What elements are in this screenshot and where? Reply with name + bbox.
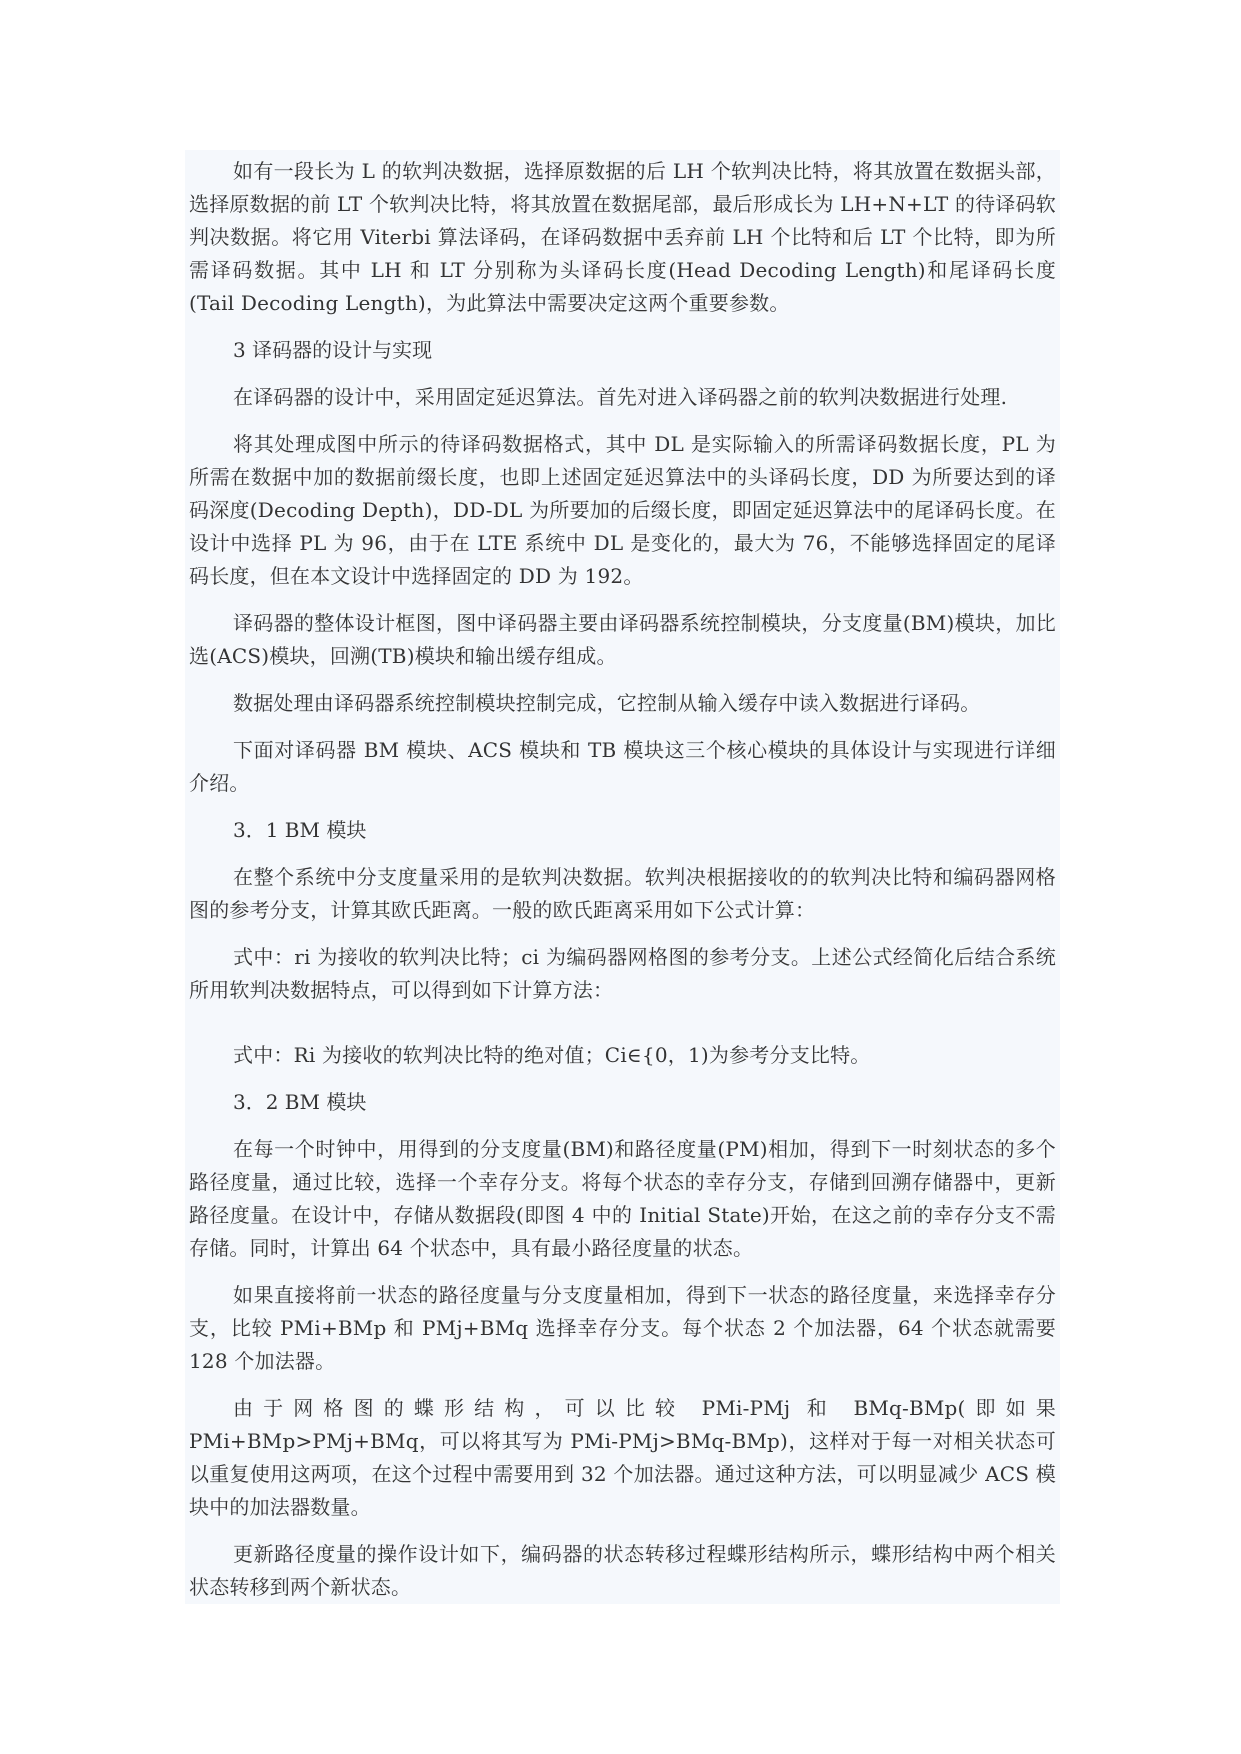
paragraph-butterfly-structure: 由于网格图的蝶形结构，可以比较 PMi-PMj 和 BMq-BMp(即如果 PMi+BMp>PMj+BMq，可以将其写为 PMi-PMj>BMq-BMp)，这样对于每一对相关状态可以重复使用这两项，在这个过程中需要用到 32 个加法器。通过这种方法，可以明显减少 ACS 模块中的加法器数量。	[189, 1396, 1056, 1519]
paragraph-core-modules: 下面对译码器 BM 模块、ACS 模块和 TB 模块这三个核心模块的具体设计与实现进行详细介绍。	[189, 738, 1056, 795]
paragraph-fixed-delay-algorithm: 如有一段长为 L 的软判决数据，选择原数据的后 LH 个软判决比特，将其放置在数据头部，选择原数据的前 LT 个软判决比特，将其放置在数据尾部，最后形成长为 LH+N+LT 的待译码软判决数据。将它用 Viterbi 算法译码，在译码数据中丢弃前 LH 个比特和后 LT 个比特，即为所需译码数据。其中 LH 和 LT 分别称为头译码长度(Head Decoding Length)和尾译码长度(Tail Decoding Length)，为此算法中需要决定这两个重要参数。	[189, 159, 1056, 315]
section-heading-bm-module-2: 3．2 BM 模块	[233, 1090, 367, 1114]
paragraph-acs-process: 在每一个时钟中，用得到的分支度量(BM)和路径度量(PM)相加，得到下一时刻状态的多个路径度量，通过比较，选择一个幸存分支。将每个状态的幸存分支，存储到回溯存储器中，更新路径度量。在设计中，存储从数据段(即图 4 中的 Initial State)开始，在这之前的幸存分支不需存储。同时，计算出 64 个状态中，具有最小路径度量的状态。	[189, 1137, 1056, 1260]
paragraph-branch-metric: 在整个系统中分支度量采用的是软判决数据。软判决根据接收的的软判决比特和编码器网格图的参考分支，计算其欧氏距离。一般的欧氏距离采用如下公式计算：	[189, 865, 1056, 922]
paragraph-data-processing: 数据处理由译码器系统控制模块控制完成，它控制从输入缓存中读入数据进行译码。	[233, 691, 981, 715]
paragraph-block-diagram: 译码器的整体设计框图，图中译码器主要由译码器系统控制模块，分支度量(BM)模块，加比选(ACS)模块，回溯(TB)模块和输出缓存组成。	[189, 611, 1056, 668]
formula-spacer	[189, 1021, 1056, 1039]
paragraph-formula-explanation: 式中：ri 为接收的软判决比特；ci 为编码器网格图的参考分支。上述公式经简化后结合系统所用软判决数据特点，可以得到如下计算方法：	[189, 945, 1056, 1002]
document-body	[185, 150, 1060, 1604]
paragraph-simplified-formula: 式中：Ri 为接收的软判决比特的绝对值；Ci∈{0，1)为参考分支比特。	[233, 1043, 871, 1067]
paragraph-design-intro: 在译码器的设计中，采用固定延迟算法。首先对进入译码器之前的软判决数据进行处理.	[233, 385, 1008, 409]
section-heading-bm-module: 3．1 BM 模块	[233, 818, 367, 842]
section-heading-decoder-design: 3 译码器的设计与实现	[233, 338, 433, 362]
paragraph-data-format: 将其处理成图中所示的待译码数据格式，其中 DL 是实际输入的所需译码数据长度，PL 为所需在数据中加的数据前缀长度，也即上述固定延迟算法中的头译码长度，DD 为所要达到的译码深度(Decoding Depth)，DD-DL 为所要加的后缀长度，即固定延迟算法中的尾译码长度。在设计中选择 PL 为 96，由于在 LTE 系统中 DL 是变化的，最大为 76，不能够选择固定的尾译码长度，但在本文设计中选择固定的 DD 为 192。	[189, 432, 1056, 588]
paragraph-direct-addition: 如果直接将前一状态的路径度量与分支度量相加，得到下一状态的路径度量，来选择幸存分支，比较 PMi+BMp 和 PMj+BMq 选择幸存分支。每个状态 2 个加法器，64 个状态就需要 128 个加法器。	[189, 1283, 1056, 1373]
paragraph-path-metric-update: 更新路径度量的操作设计如下，编码器的状态转移过程蝶形结构所示，蝶形结构中两个相关状态转移到两个新状态。	[189, 1542, 1056, 1599]
